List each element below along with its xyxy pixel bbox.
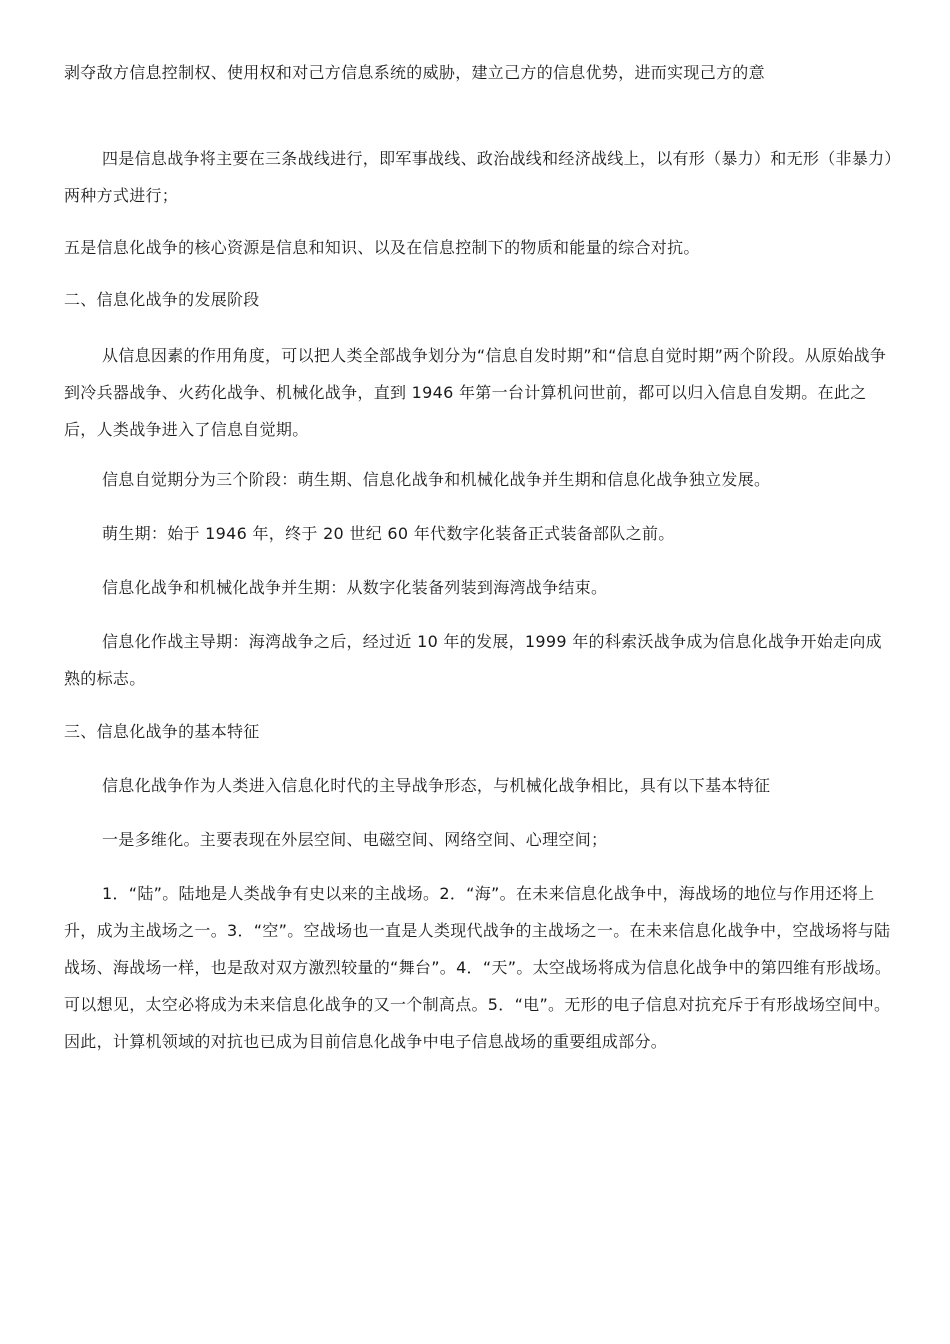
paragraph-emergence-stage: 萌生期：始于 1946 年，终于 20 世纪 60 年代数字化装备正式装备部队之前。 <box>102 524 675 543</box>
paragraph-continuation: 剥夺敌方信息控制权、使用权和对己方信息系统的威胁，建立己方的信息优势，进而实现己方的意 <box>64 63 765 82</box>
section-heading-development-stages: 二、信息化战争的发展阶段 <box>64 290 260 309</box>
paragraph-point-four: 四是信息战争将主要在三条战线进行，即军事战线、政治战线和经济战线上，以有形（暴力）和无形（非暴力）两种方式进行； <box>64 149 893 205</box>
paragraph-coexistence-stage: 信息化战争和机械化战争并生期：从数字化装备列装到海湾战争结束。 <box>102 578 608 597</box>
paragraph-features-intro: 信息化战争作为人类进入信息化时代的主导战争形态，与机械化战争相比，具有以下基本特征 <box>102 776 771 795</box>
paragraph-dominant-stage: 信息化作战主导期：海湾战争之后，经过近 10 年的发展，1999 年的科索沃战争成为信息化战争开始走向成熟的标志。 <box>64 632 882 688</box>
paragraph-three-stages: 信息自觉期分为三个阶段：萌生期、信息化战争和机械化战争并生期和信息化战争独立发展。 <box>102 470 771 489</box>
paragraph-point-five: 五是信息化战争的核心资源是信息和知识、以及在信息控制下的物质和能量的综合对抗。 <box>64 238 700 257</box>
section-heading-basic-features: 三、信息化战争的基本特征 <box>64 722 260 741</box>
paragraph-multidimensional: 一是多维化。主要表现在外层空间、电磁空间、网络空间、心理空间； <box>102 830 608 849</box>
paragraph-battlefield-dimensions: 1．“陆”。陆地是人类战争有史以来的主战场。2．“海”。在未来信息化战争中，海战场的地位与作用还将上升，成为主战场之一。3．“空”。空战场也一直是人类现代战争的主战场之一。在未来信息化战争中，空战场将与陆战场、海战场一样，也是敌对双方激烈较量的“舞台”。4．“天”。太空战场将成为信息化战争中的第四维有形战场。可以想见，太空必将成为未来信息化战争的又一个制高点。5．“电”。无形的电子信息对抗充斥于有形战场空间中。因此，计算机领域的对抗也已成为目前信息化战争中电子信息战场的重要组成部分。 <box>64 884 892 1051</box>
paragraph-information-periods: 从信息因素的作用角度，可以把人类全部战争划分为“信息自发时期”和“信息自觉时期”两个阶段。从原始战争到冷兵器战争、火药化战争、机械化战争，直到 1946 年第一台计算机问世前，都可以归入信息自发期。在此之后，人类战争进入了信息自觉期。 <box>64 346 887 439</box>
